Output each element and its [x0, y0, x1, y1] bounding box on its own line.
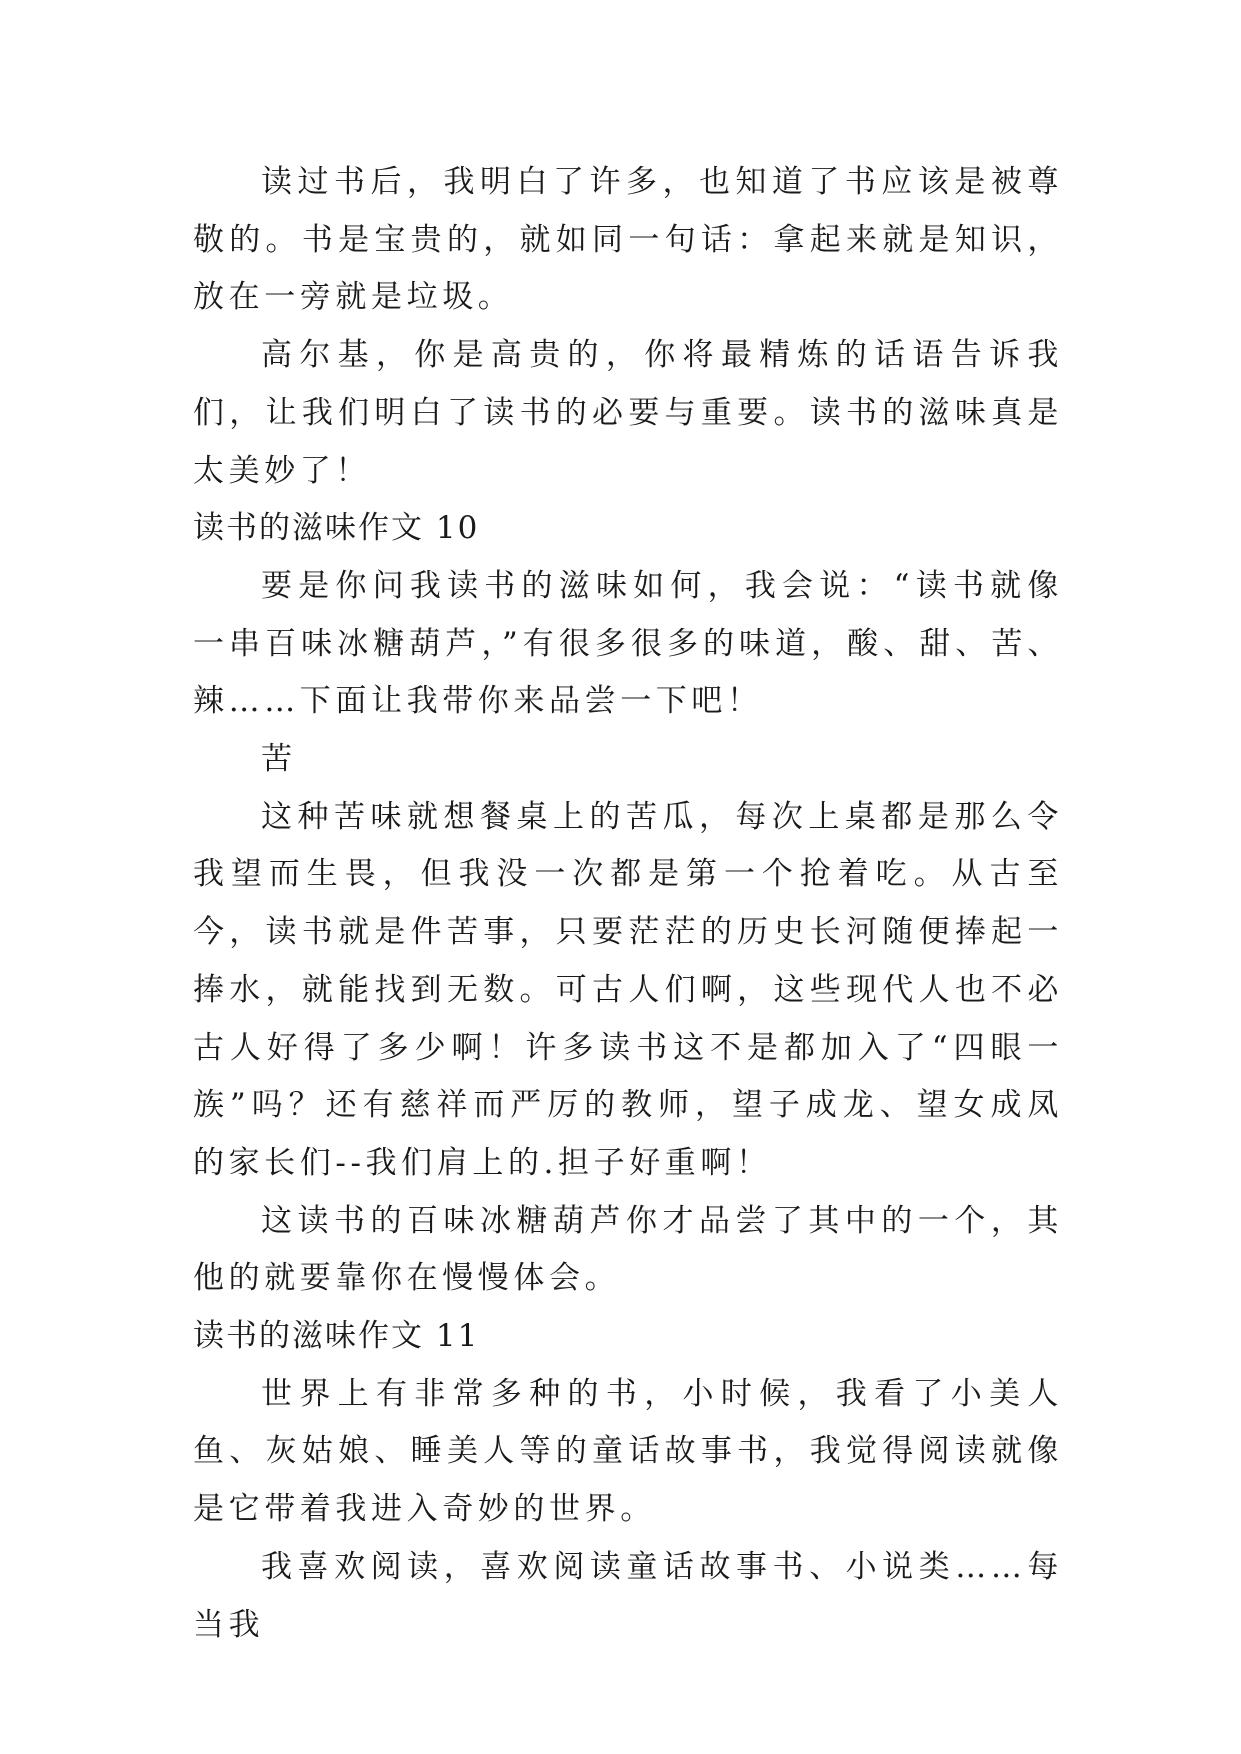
paragraph: 读过书后，我明白了许多，也知道了书应该是被尊敬的。书是宝贵的，就如同一句话：拿起来就是知识，放在一旁就是垃圾。	[193, 164, 1063, 316]
section-heading: 读书的滋味作文 10	[193, 510, 480, 547]
paragraph: 高尔基，你是高贵的，你将最精炼的话语告诉我们，让我们明白了读书的必要与重要。读书的滋味真是太美妙了！	[193, 337, 1063, 489]
paragraph: 这种苦味就想餐桌上的苦瓜，每次上桌都是那么令我望而生畏，但我没一次都是第一个抢着吃。从古至今，读书就是件苦事，只要茫茫的历史长河随便捧起一捧水，就能找到无数。可古人们啊，这些现代人也不必古人好得了多少啊！许多读书这不是都加入了“四眼一族”吗？还有慈祥而严厉的教师，望子成龙、望女成凤的家长们--我们肩上的.担子好重啊！	[193, 798, 1063, 1181]
section-heading: 读书的滋味作文 11	[193, 1318, 480, 1355]
paragraph: 我喜欢阅读，喜欢阅读童话故事书、小说类……每当我	[193, 1548, 1063, 1643]
document-body	[193, 154, 1063, 1654]
paragraph: 要是你问我读书的滋味如何，我会说：“读书就像一串百味冰糖葫芦，”有很多很多的味道，酸、甜、苦、辣……下面让我带你来品尝一下吧！	[193, 567, 1063, 720]
paragraph: 世界上有非常多种的书，小时候，我看了小美人鱼、灰姑娘、睡美人等的童话故事书，我觉得阅读就像是它带着我进入奇妙的世界。	[193, 1375, 1063, 1528]
paragraph: 这读书的百味冰糖葫芦你才品尝了其中的一个，其他的就要靠你在慢慢体会。	[193, 1202, 1063, 1297]
paragraph: 苦	[261, 741, 297, 778]
